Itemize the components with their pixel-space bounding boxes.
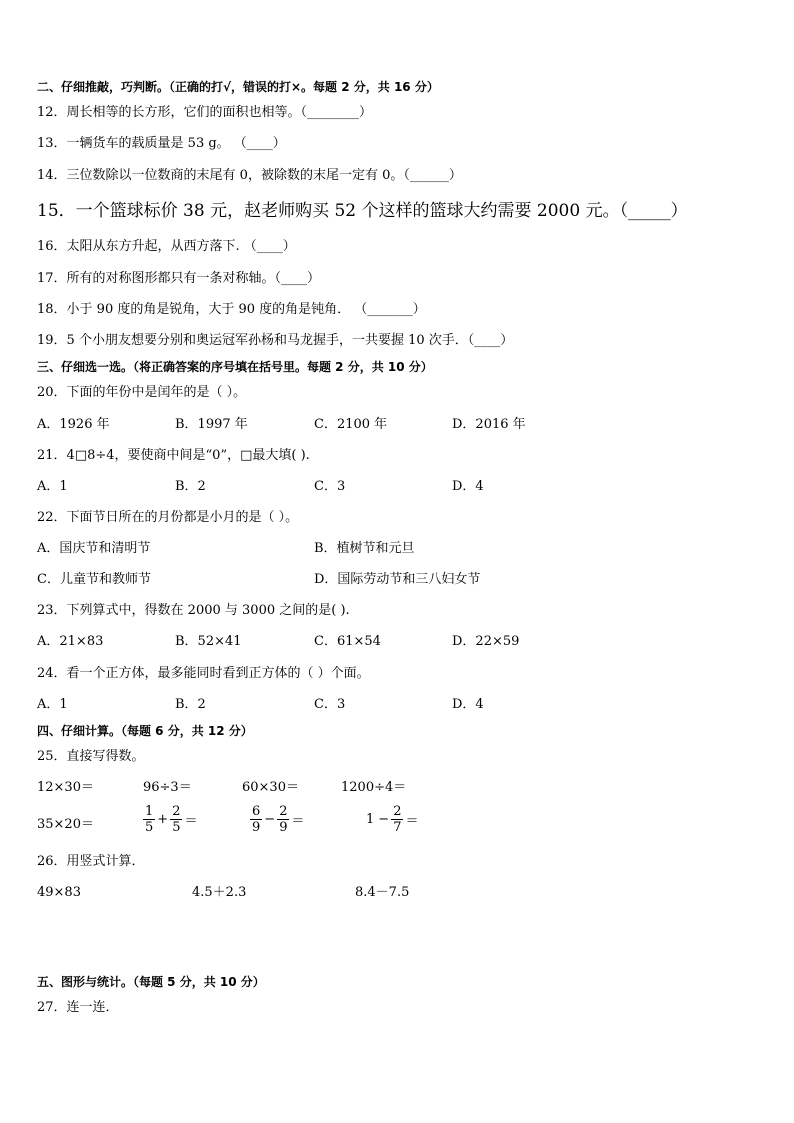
question-23-stem: 23．下列算式中，得数在 2000 与 3000 之间的是( ).	[37, 603, 350, 618]
q21-option-c: C．3	[314, 479, 346, 494]
q24-option-d: D．4	[452, 697, 484, 712]
question-25: 25．直接写得数。	[37, 749, 145, 764]
calc-item: 35×20＝	[37, 817, 94, 832]
question-26: 26．用竖式计算．	[37, 854, 145, 869]
calc-item: 12×30＝	[37, 780, 94, 795]
q22-option-d: D．国际劳动节和三八妇女节	[314, 572, 481, 587]
q23-option-d: D．22×59	[452, 634, 520, 649]
q21-option-d: D．4	[452, 479, 484, 494]
q24-option-a: A．1	[37, 697, 68, 712]
question-21-stem: 21．4□8÷4，要使商中间是“0”，□最大填( ).	[37, 448, 310, 463]
q20-option-c: C．2100 年	[314, 417, 388, 432]
vertical-calc-item: 49×83	[37, 885, 81, 900]
q21-option-b: B．2	[175, 479, 206, 494]
question-27: 27．连一连．	[37, 1000, 119, 1015]
question-20-stem: 20．下面的年份中是闰年的是（ ）。	[37, 385, 247, 400]
q20-option-b: B．1997 年	[175, 417, 248, 432]
q24-option-b: B．2	[175, 697, 206, 712]
q23-option-b: B．52×41	[175, 634, 242, 649]
calc-item: 1200÷4＝	[341, 780, 407, 795]
vertical-calc-item: 4.5＋2.3	[192, 885, 247, 900]
q23-option-a: A．21×83	[37, 634, 104, 649]
section-4-heading: 四、仔细计算。（每题 6 分，共 12 分）	[37, 724, 253, 738]
q20-option-d: D．2016 年	[452, 417, 526, 432]
question-15: 15．一个篮球标价 38 元，赵老师购买 52 个这样的篮球大约需要 2000 元。（_____）	[37, 201, 688, 221]
calc-item: 60×30＝	[242, 780, 299, 795]
q23-option-c: C．61×54	[314, 634, 381, 649]
fraction-expression-1: $\frac{1}{5}$ + $\frac{2}{5}$ ＝	[145, 804, 198, 835]
section-3-heading: 三、仔细选一选。（将正确答案的序号填在括号里。每题 2 分，共 10 分）	[37, 360, 433, 374]
question-19: 19．5 个小朋友想要分别和奥运冠军孙杨和马龙握手，一共要握 10 次手．（____）	[37, 333, 514, 348]
q20-option-a: A．1926 年	[37, 417, 110, 432]
section-2-heading: 二、仔细推敲，巧判断。（正确的打√，错误的打×。每题 2 分，共 16 分）	[37, 80, 439, 94]
vertical-calc-item: 8.4－7.5	[355, 885, 410, 900]
q22-option-b: B．植树节和元旦	[314, 541, 415, 556]
q21-option-a: A．1	[37, 479, 68, 494]
question-18: 18．小于 90 度的角是锐角，大于 90 度的角是钝角． （_______）	[37, 302, 426, 317]
section-5-heading: 五、图形与统计。（每题 5 分，共 10 分）	[37, 975, 265, 989]
fraction-expression-2: $\frac{6}{9}$ − $\frac{2}{9}$ ＝	[252, 804, 305, 835]
question-24-stem: 24．看一个正方体，最多能同时看到正方体的（ ）个面。	[37, 666, 370, 681]
question-17: 17．所有的对称图形都只有一条对称轴。（____）	[37, 271, 321, 286]
question-13: 13．一辆货车的载质量是 53 g。 （____）	[37, 136, 286, 151]
question-12: 12．周长相等的长方形，它们的面积也相等。（________）	[37, 105, 373, 120]
question-16: 16．太阳从东方升起，从西方落下. （____）	[37, 239, 296, 254]
question-22-stem: 22．下面节日所在的月份都是小月的是（ ）。	[37, 510, 299, 525]
q24-option-c: C．3	[314, 697, 346, 712]
q22-option-c: C．儿童节和教师节	[37, 572, 151, 587]
calc-item: 96÷3＝	[143, 780, 192, 795]
fraction-expression-3: 1 − $\frac{2}{7}$ ＝	[366, 804, 419, 835]
question-14: 14．三位数除以一位数商的末尾有 0，被除数的末尾一定有 0。（______）	[37, 168, 462, 183]
q22-option-a: A．国庆节和清明节	[37, 541, 151, 556]
